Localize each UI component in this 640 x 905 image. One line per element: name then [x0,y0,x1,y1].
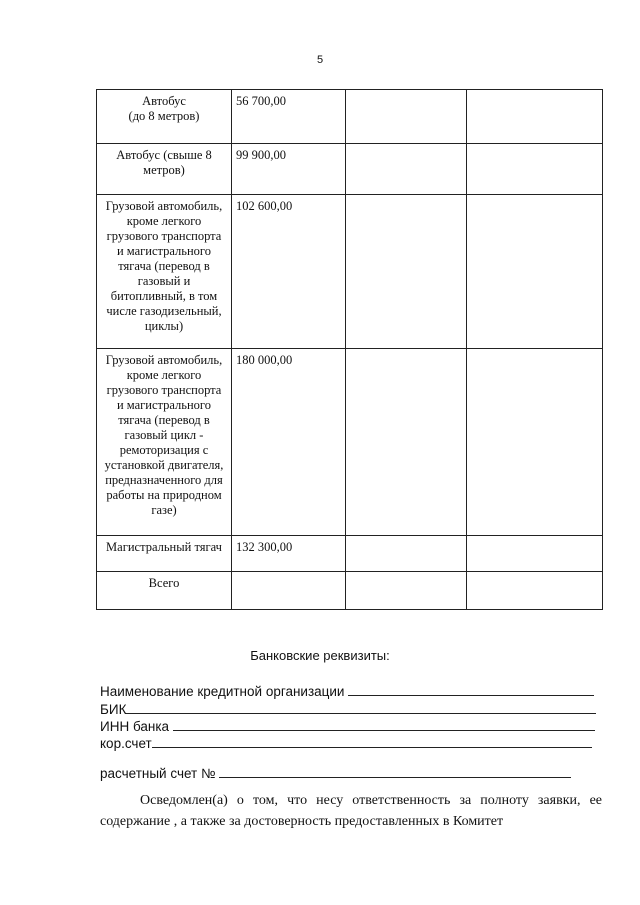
vehicle-amounts-table [96,89,603,610]
amount-cell: 180 000,00 [232,349,346,536]
settlement-account-label: расчетный счет № [100,766,216,781]
table-row [97,195,603,349]
empty-cell [346,144,467,195]
corr-account-label: кор.счет [100,736,152,751]
empty-cell [467,349,603,536]
bik-input-line[interactable] [126,701,596,714]
table-row [97,90,603,144]
vehicle-type-cell: Автобус (свыше 8 метров) [97,144,232,195]
table-row [97,144,603,195]
page-number: 5 [316,54,324,66]
table-row [97,349,603,536]
settlement-account-field [100,765,571,782]
empty-cell [346,195,467,349]
responsibility-paragraph: Осведомлен(а) о том, что несу ответственность за полноту заявки, ее содержание , а также за достоверность предоставленных в Комитет [100,793,602,829]
bik-label: БИК [100,702,127,717]
empty-cell [346,536,467,572]
total-label-cell: Всего [97,572,232,610]
credit-org-field [100,683,594,700]
bik-field [100,701,596,718]
empty-cell [346,349,467,536]
total-amount-cell [232,572,346,610]
empty-cell [467,536,603,572]
empty-cell [346,572,467,610]
amount-cell: 132 300,00 [232,536,346,572]
amount-cell: 102 600,00 [232,195,346,349]
vehicle-type-cell: Автобус (до 8 метров) [97,90,232,144]
corr-account-field [100,735,592,752]
settlement-account-input-line[interactable] [219,765,571,778]
vehicle-type-cell: Магистральный тягач [97,536,232,572]
bank-details-heading: Банковские реквизиты: [250,648,390,663]
table-row [97,536,603,572]
empty-cell [467,144,603,195]
credit-org-label: Наименование кредитной организации [100,684,345,699]
inn-label: ИНН банка [100,719,170,734]
vehicle-type-cell: Грузовой автомобиль, кроме легкого грузового транспорта и магистрального тягача (перевод в газовый цикл - ремоторизация с установкой двигателя, предназначенного для работы на природном газе) [97,349,232,536]
empty-cell [467,195,603,349]
table-row-total [97,572,603,610]
inn-field [100,718,595,735]
corr-account-input-line[interactable] [152,735,592,748]
empty-cell [346,90,467,144]
empty-cell [467,90,603,144]
empty-cell [467,572,603,610]
vehicle-type-cell: Грузовой автомобиль, кроме легкого грузового транспорта и магистрального тягача (перевод в газовый и битопливный, в том числе газодизельный, циклы) [97,195,232,349]
amount-cell: 56 700,00 [232,90,346,144]
credit-org-input-line[interactable] [348,683,594,696]
inn-input-line[interactable] [173,718,595,731]
amount-cell: 99 900,00 [232,144,346,195]
